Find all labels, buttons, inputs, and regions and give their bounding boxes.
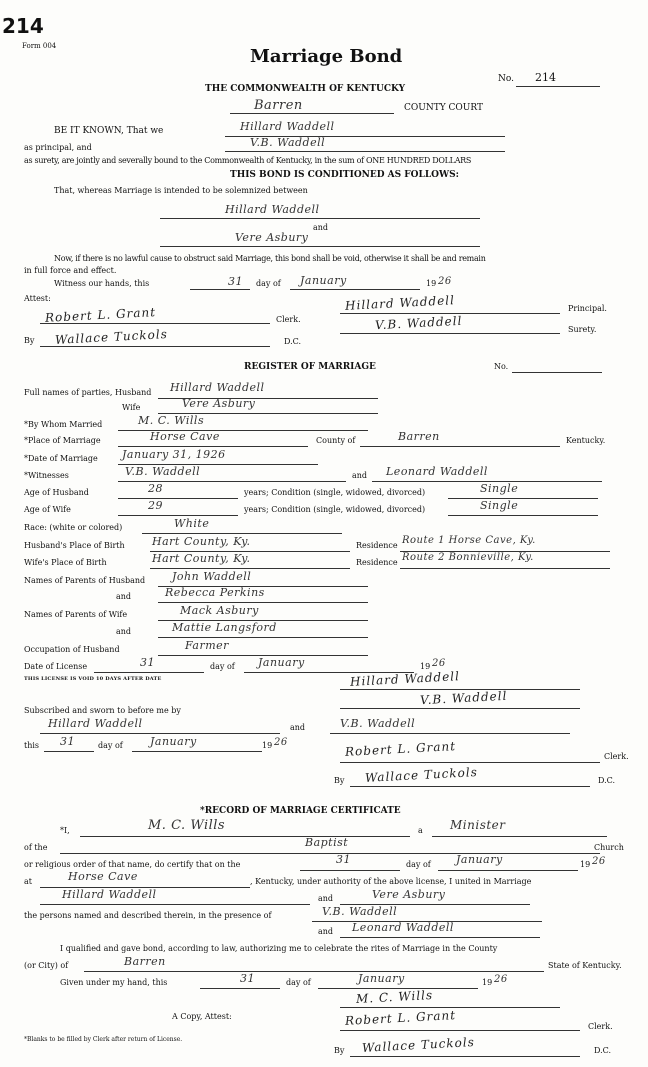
cert-dc-label: D.C. bbox=[594, 1046, 612, 1055]
witness-year-prefix: 19 bbox=[426, 279, 437, 288]
cert-county: Barren bbox=[124, 955, 166, 968]
party-1: Hillard Waddell bbox=[225, 203, 320, 216]
occupation-label: Occupation of Husband bbox=[24, 645, 120, 654]
witness-1: V.B. Waddell bbox=[125, 465, 201, 478]
now-text-1: Now, if there is no lawful cause to obstruct said Marriage, this bond shall be void, otherwise it shall be and remain bbox=[54, 254, 486, 263]
county-court-label: COUNTY COURT bbox=[404, 103, 484, 113]
husband-birth-value: Hart County, Ky. bbox=[152, 535, 251, 548]
date-of-marriage-label: *Date of Marriage bbox=[24, 454, 98, 463]
wife-name: Vere Asbury bbox=[182, 397, 256, 410]
cert-month: January bbox=[456, 853, 503, 866]
parent-husband-2: Rebecca Perkins bbox=[165, 586, 265, 599]
bond-surety-name: V.B. Waddell bbox=[250, 136, 326, 149]
cert-minister-signature: M. C. Wills bbox=[355, 987, 434, 1007]
cert-at-label: at bbox=[24, 877, 32, 886]
bond-no-value: 214 bbox=[535, 71, 556, 84]
license-year-prefix: 19 bbox=[420, 662, 431, 671]
bond-dc-label: D.C. bbox=[284, 337, 302, 346]
condition-husband-label: years; Condition (single, widowed, divorced) bbox=[244, 488, 426, 497]
wife-residence-label: Residence bbox=[356, 558, 398, 567]
sworn-name-1: Hillard Waddell bbox=[48, 717, 143, 730]
race-value: White bbox=[174, 517, 210, 530]
religious-order-text: or religious order of that name, do certify that on the bbox=[24, 860, 241, 869]
occupation-value: Farmer bbox=[185, 639, 229, 652]
page-number: 214 bbox=[2, 14, 44, 38]
register-by-label: By bbox=[334, 776, 345, 785]
bond-subtitle: THE COMMONWEALTH OF KENTUCKY bbox=[205, 84, 406, 94]
parent-husband-1: John Waddell bbox=[172, 570, 252, 583]
license-year: 26 bbox=[432, 658, 446, 669]
wife-label: Wife bbox=[122, 403, 141, 412]
parent-wife-1: Mack Asbury bbox=[180, 604, 259, 617]
county-name: Barren bbox=[254, 98, 303, 113]
wife-birth-value: Hart County, Ky. bbox=[152, 552, 251, 565]
sworn-and: and bbox=[290, 723, 306, 732]
cert-groom: Hillard Waddell bbox=[62, 888, 157, 901]
by-whom-label: *By Whom Married bbox=[24, 420, 103, 429]
date-of-marriage-value: January 31, 1926 bbox=[122, 448, 226, 461]
cert-day: 31 bbox=[336, 853, 351, 866]
witnesses-and: and bbox=[352, 471, 368, 480]
reg-kentucky-label: Kentucky. bbox=[566, 436, 606, 445]
kentucky-authority-text: , Kentucky, under authority of the above license, I united in Marriage bbox=[250, 877, 532, 886]
given-day: 31 bbox=[240, 972, 255, 985]
sworn-day: 31 bbox=[60, 735, 75, 748]
whereas-text: That, whereas Marriage is intended to be solemnized between bbox=[54, 186, 308, 195]
given-day-of: day of bbox=[286, 978, 311, 987]
attest-label: Attest: bbox=[24, 294, 51, 303]
minister-name: M. C. Wills bbox=[148, 818, 226, 833]
husband-residence-value: Route 1 Horse Cave, Ky. bbox=[402, 535, 536, 546]
cert-by-label: By bbox=[334, 1046, 345, 1055]
register-clerk-label: Clerk. bbox=[604, 752, 629, 761]
register-dc-signature: Wallace Tuckols bbox=[364, 765, 479, 785]
cert-groom-and: and bbox=[318, 894, 334, 903]
church-label: Church bbox=[594, 843, 624, 852]
principal-label: Principal. bbox=[568, 304, 607, 313]
witness-day: 31 bbox=[228, 275, 243, 288]
church-name: Baptist bbox=[305, 836, 349, 849]
state-label: State of Kentucky. bbox=[548, 961, 622, 970]
void-notice: THIS LICENSE IS VOID 10 DAYS AFTER DATE bbox=[24, 676, 162, 682]
bond-by-label: By bbox=[24, 336, 35, 345]
bond-dc-signature: Wallace Tuckols bbox=[54, 327, 169, 347]
subscribed-label: Subscribed and sworn to before me by bbox=[24, 706, 181, 715]
witness-day-of: day of bbox=[256, 279, 281, 288]
race-label: Race: (white or colored) bbox=[24, 523, 123, 532]
footnote: *Blanks to be filled by Clerk after return of License. bbox=[24, 1036, 183, 1043]
cert-dc-signature: Wallace Tuckols bbox=[361, 1035, 476, 1055]
cert-place: Horse Cave bbox=[68, 870, 138, 883]
presence-2: Leonard Waddell bbox=[352, 921, 454, 934]
parent-wife-2: Mattie Langsford bbox=[172, 621, 277, 634]
husband-name: Hillard Waddell bbox=[170, 381, 265, 394]
bond-clerk-signature: Robert L. Grant bbox=[44, 305, 157, 325]
given-label: Given under my hand, this bbox=[60, 978, 168, 987]
condition-wife-value: Single bbox=[480, 499, 519, 512]
certificate-title: *RECORD OF MARRIAGE CERTIFICATE bbox=[200, 806, 401, 816]
party-2: Vere Asbury bbox=[235, 231, 309, 244]
cert-of-the-label: of the bbox=[24, 843, 48, 852]
date-license-label: Date of License bbox=[24, 662, 88, 671]
register-no-label: No. bbox=[494, 362, 509, 371]
age-wife-value: 29 bbox=[148, 499, 163, 512]
parents-husband-and: and bbox=[116, 592, 132, 601]
register-sig-1: Hillard Waddell bbox=[349, 669, 461, 689]
bond-title: Marriage Bond bbox=[250, 46, 403, 67]
surety-label: Surety. bbox=[568, 325, 597, 334]
cert-a-label: a bbox=[418, 826, 423, 835]
qualified-text: I qualified and gave bond, according to law, authorizing me to celebrate the rites of Marriage in the County bbox=[60, 944, 498, 953]
by-whom-value: M. C. Wills bbox=[138, 414, 205, 427]
register-clerk-signature: Robert L. Grant bbox=[344, 739, 457, 759]
witness-year: 26 bbox=[438, 276, 452, 287]
place-value: Horse Cave bbox=[150, 430, 220, 443]
register-title: REGISTER OF MARRIAGE bbox=[244, 362, 376, 372]
persons-text: the persons named and described therein, in the presence of bbox=[24, 911, 272, 920]
bond-no-label: No. bbox=[498, 74, 514, 84]
bond-clerk-label: Clerk. bbox=[276, 315, 301, 324]
license-day-of: day of bbox=[210, 662, 235, 671]
cert-clerk-label: Clerk. bbox=[588, 1022, 613, 1031]
given-month: January bbox=[358, 972, 405, 985]
condition-wife-label: years; Condition (single, widowed, divorced) bbox=[244, 505, 426, 514]
cert-day-of: day of bbox=[406, 860, 431, 869]
bond-principal-name: Hillard Waddell bbox=[240, 120, 335, 133]
given-year-prefix: 19 bbox=[482, 978, 493, 987]
sworn-year-prefix: 19 bbox=[262, 741, 273, 750]
sworn-this-label: this bbox=[24, 741, 40, 750]
age-husband-value: 28 bbox=[148, 482, 163, 495]
and-label: and bbox=[313, 223, 329, 232]
condition-husband-value: Single bbox=[480, 482, 519, 495]
principal-signature: Hillard Waddell bbox=[344, 293, 456, 313]
form-number: Form 004 bbox=[22, 42, 57, 50]
conditioned-heading: THIS BOND IS CONDITIONED AS FOLLOWS: bbox=[230, 170, 459, 180]
county-of-value: Barren bbox=[398, 430, 440, 443]
presence-and: and bbox=[318, 927, 334, 936]
parents-husband-label: Names of Parents of Husband bbox=[24, 576, 146, 585]
cert-bride: Vere Asbury bbox=[372, 888, 446, 901]
presence-1: V.B. Waddell bbox=[322, 905, 398, 918]
given-year: 26 bbox=[494, 974, 508, 985]
cert-year-prefix: 19 bbox=[580, 860, 591, 869]
be-it-known: BE IT KNOWN, That we bbox=[54, 126, 164, 136]
witness-label: Witness our hands, this bbox=[54, 279, 150, 288]
cert-i-label: *I, bbox=[60, 826, 70, 835]
witness-month: January bbox=[300, 274, 347, 287]
sworn-day-of: day of bbox=[98, 741, 123, 750]
copy-attest-label: A Copy, Attest: bbox=[172, 1012, 232, 1021]
witness-2: Leonard Waddell bbox=[386, 465, 488, 478]
sworn-name-2: V.B. Waddell bbox=[340, 717, 416, 730]
register-dc-label: D.C. bbox=[598, 776, 616, 785]
or-city-label: (or City) of bbox=[24, 961, 69, 970]
as-principal: as principal, and bbox=[24, 143, 92, 152]
sworn-month: January bbox=[150, 735, 197, 748]
register-sig-2: V.B. Waddell bbox=[419, 688, 508, 708]
parents-wife-and: and bbox=[116, 627, 132, 636]
license-day: 31 bbox=[140, 656, 155, 669]
place-label: *Place of Marriage bbox=[24, 436, 101, 445]
county-of-label: County of bbox=[316, 436, 356, 445]
witnesses-label: *Witnesses bbox=[24, 471, 69, 480]
surety-signature: V.B. Waddell bbox=[374, 313, 463, 333]
age-wife-label: Age of Wife bbox=[24, 505, 71, 514]
cert-clerk-signature: Robert L. Grant bbox=[344, 1008, 457, 1028]
license-month: January bbox=[258, 656, 305, 669]
husband-birth-label: Husband's Place of Birth bbox=[24, 541, 125, 550]
full-names-label: Full names of parties, Husband bbox=[24, 388, 152, 397]
now-text-2: in full force and effect. bbox=[24, 266, 117, 275]
minister-title: Minister bbox=[450, 818, 506, 832]
wife-birth-label: Wife's Place of Birth bbox=[24, 558, 107, 567]
husband-residence-label: Residence bbox=[356, 541, 398, 550]
age-husband-label: Age of Husband bbox=[24, 488, 89, 497]
surety-text: as surety, are jointly and severally bound to the Commonwealth of Kentucky, in the sum of ONE HUNDRED DOLLARS bbox=[24, 156, 472, 165]
wife-residence-value: Route 2 Bonnieville, Ky. bbox=[402, 552, 534, 563]
parents-wife-label: Names of Parents of Wife bbox=[24, 610, 128, 619]
sworn-year: 26 bbox=[274, 737, 288, 748]
cert-year: 26 bbox=[592, 856, 606, 867]
